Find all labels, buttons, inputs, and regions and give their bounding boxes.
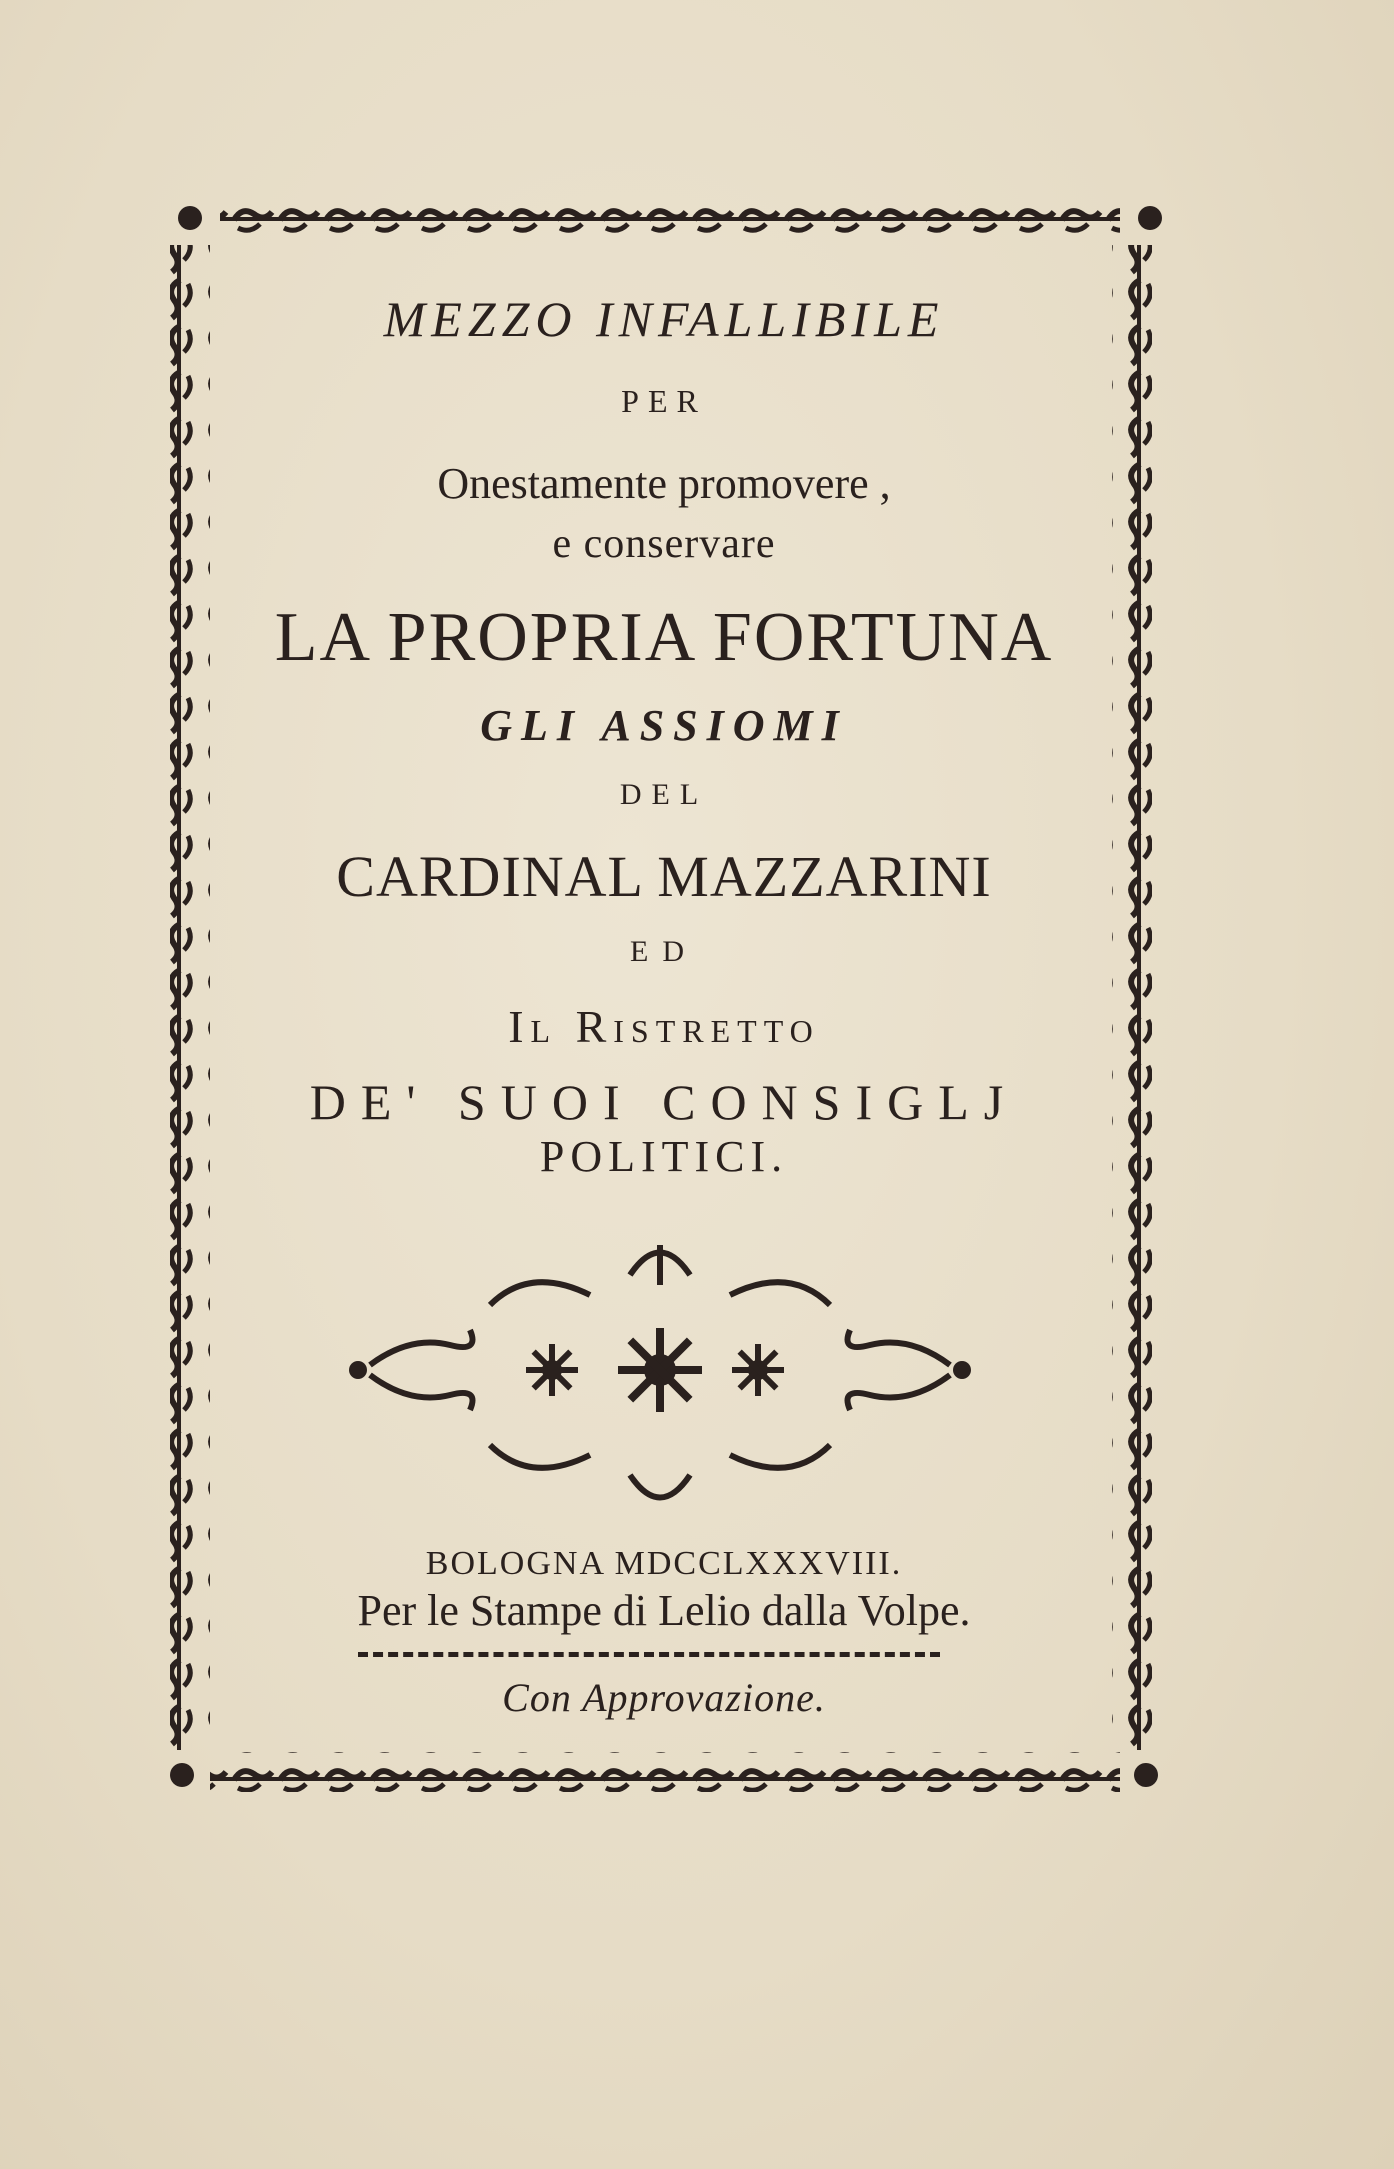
imprint-printer: Per le Stampe di Lelio dalla Volpe. bbox=[357, 1586, 971, 1635]
title-line-10: Il Ristretto bbox=[508, 1001, 820, 1052]
border-bottom bbox=[210, 1752, 1120, 1792]
imprint-place-date: BOLOGNA MDCCLXXXVIII. bbox=[425, 1545, 903, 1582]
title-line-5: LA PROPRIA FORTUNA bbox=[274, 599, 1054, 676]
title-line-1: MEZZO INFALLIBILE bbox=[383, 291, 945, 347]
title-line-7: DEL bbox=[619, 778, 709, 811]
border-top bbox=[220, 202, 1120, 242]
title-line-3: Onestamente promovere , bbox=[437, 459, 891, 508]
title-line-6: GLI ASSIOMI bbox=[480, 701, 848, 750]
title-line-12: POLITICI. bbox=[539, 1132, 789, 1181]
title-line-2: PER bbox=[621, 383, 707, 419]
imprint-approval: Con Approvazione. bbox=[502, 1675, 826, 1720]
title-line-4: e conservare bbox=[552, 521, 776, 567]
title-line-11: DE' SUOI CONSIGLJ bbox=[309, 1074, 1019, 1130]
title-line-9: ED bbox=[630, 935, 698, 968]
rule-ornament bbox=[358, 1652, 940, 1657]
printers-ornament bbox=[330, 1225, 990, 1525]
title-line-8: CARDINAL MAZZARINI bbox=[336, 844, 992, 909]
